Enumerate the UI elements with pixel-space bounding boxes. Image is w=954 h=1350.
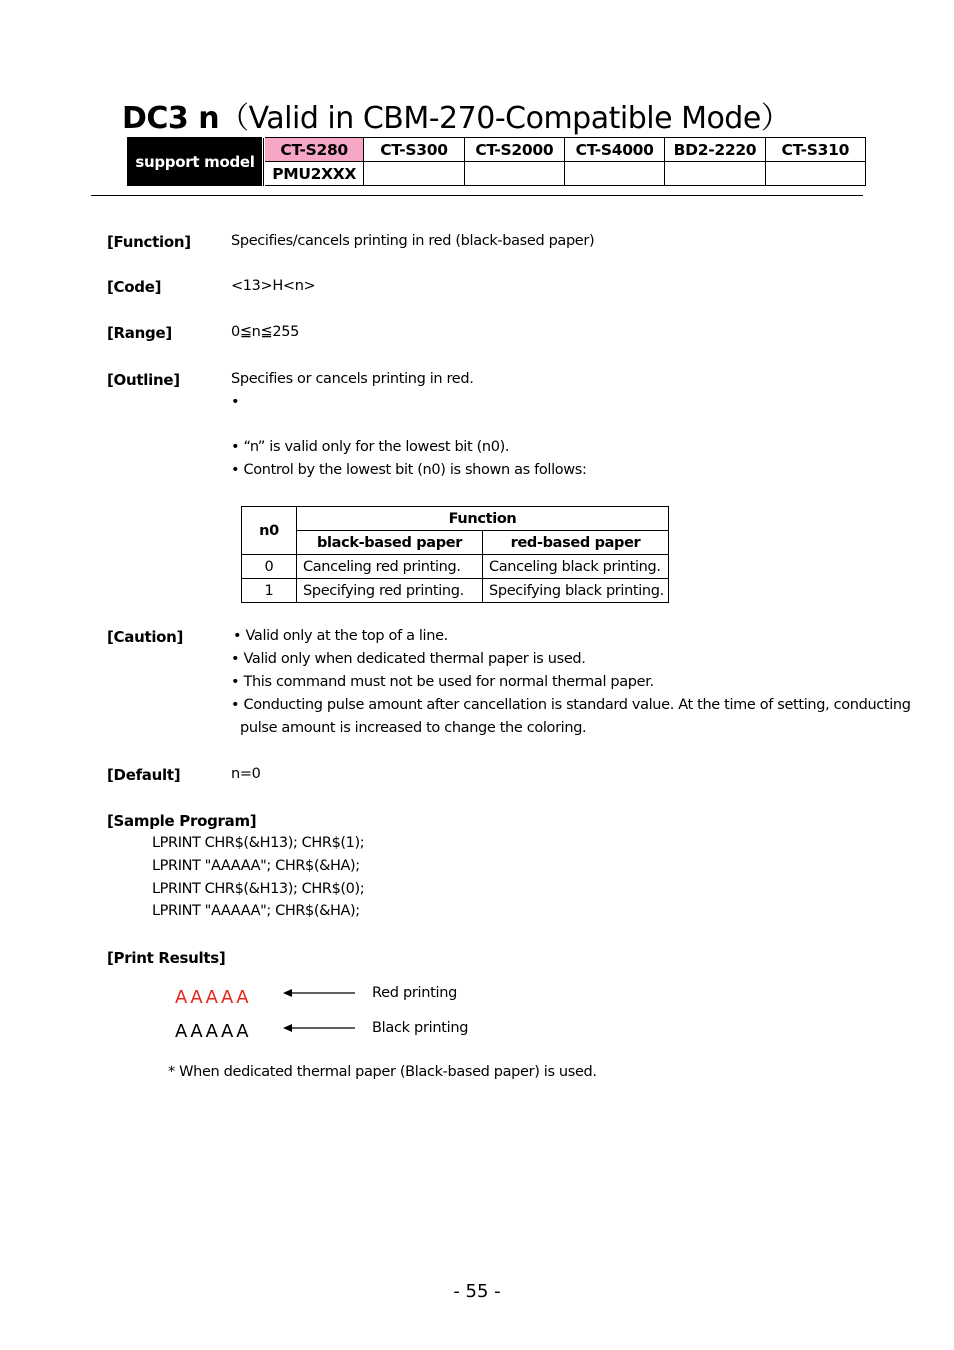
- page-number: - 55 -: [453, 1281, 501, 1302]
- model-cell: [564, 162, 664, 186]
- table-cell: Canceling black printing.: [483, 555, 669, 579]
- range-heading: [Range]: [107, 324, 172, 342]
- function-heading: [Function]: [107, 233, 191, 251]
- command-name: DC3 n: [122, 101, 220, 136]
- black-print-sample: AAAAA: [175, 1021, 252, 1042]
- model-cell: [665, 162, 765, 186]
- caution-item: • Valid only at the top of a line.: [233, 628, 448, 644]
- model-cell: [765, 162, 865, 186]
- table-header-black-based: black-based paper: [297, 531, 483, 555]
- model-cell: CT-S2000: [464, 138, 564, 162]
- caution-item: • This command must not be used for normal thermal paper.: [231, 674, 654, 690]
- model-cell: CT-S4000: [564, 138, 664, 162]
- table-row: [242, 579, 669, 603]
- arrow-left-icon: [283, 988, 355, 998]
- page-title: [122, 93, 790, 137]
- range-text: 0≦n≦255: [231, 324, 299, 340]
- print-note: * When dedicated thermal paper (Black-based paper) is used.: [168, 1064, 597, 1080]
- table-cell: Canceling red printing.: [297, 555, 483, 579]
- outline-bullet: •: [231, 394, 240, 410]
- red-print-label: Red printing: [372, 985, 458, 1001]
- code-text: <13>H<n>: [231, 278, 316, 294]
- outline-item: • “n” is valid only for the lowest bit (n0).: [231, 439, 510, 455]
- model-cell: CT-S300: [364, 138, 464, 162]
- caution-heading: [Caution]: [107, 628, 184, 646]
- table-cell: 1: [242, 579, 297, 603]
- support-model-table: [127, 137, 866, 186]
- table-cell: Specifying black printing.: [483, 579, 669, 603]
- model-cell: PMU2XXX: [264, 162, 364, 186]
- arrow-left-icon: [283, 1023, 355, 1033]
- sample-program-heading: [Sample Program]: [107, 812, 257, 830]
- model-cell: [364, 162, 464, 186]
- table-header-red-based: red-based paper: [483, 531, 669, 555]
- red-print-sample: AAAAA: [175, 987, 252, 1008]
- outline-heading: [Outline]: [107, 371, 180, 389]
- code-line: LPRINT "AAAAA"; CHR$(&HA);: [152, 903, 360, 919]
- function-table: [241, 506, 669, 603]
- function-text: Specifies/cancels printing in red (black-based paper): [231, 233, 595, 249]
- black-print-label: Black printing: [372, 1020, 469, 1036]
- model-cell: BD2-2220: [665, 138, 765, 162]
- table-header-function: Function: [297, 507, 669, 531]
- code-line: LPRINT "AAAAA"; CHR$(&HA);: [152, 858, 360, 874]
- model-cell: CT-S310: [765, 138, 865, 162]
- code-line: LPRINT CHR$(&H13); CHR$(0);: [152, 881, 365, 897]
- header-divider: [91, 195, 863, 196]
- code-heading: [Code]: [107, 278, 162, 296]
- outline-text: Specifies or cancels printing in red.: [231, 371, 474, 387]
- caution-item: • Conducting pulse amount after cancellation is standard value. At the time of setting, conducting: [231, 697, 911, 713]
- outline-item: • Control by the lowest bit (n0) is shown as follows:: [231, 462, 587, 478]
- code-line: LPRINT CHR$(&H13); CHR$(1);: [152, 835, 365, 851]
- table-cell: Specifying red printing.: [297, 579, 483, 603]
- model-cell: CT-S280: [264, 138, 364, 162]
- default-text: n=0: [231, 766, 261, 782]
- default-heading: [Default]: [107, 766, 181, 784]
- table-cell: 0: [242, 555, 297, 579]
- caution-item: • Valid only when dedicated thermal paper is used.: [231, 651, 586, 667]
- support-model-label: support model: [128, 138, 264, 186]
- model-cell: [464, 162, 564, 186]
- command-subtitle: （Valid in CBM-270-Compatible Mode）: [219, 101, 791, 136]
- print-results-heading: [Print Results]: [107, 949, 226, 967]
- caution-item: pulse amount is increased to change the coloring.: [240, 720, 587, 736]
- table-header-n0: n0: [242, 507, 297, 555]
- table-row: [242, 555, 669, 579]
